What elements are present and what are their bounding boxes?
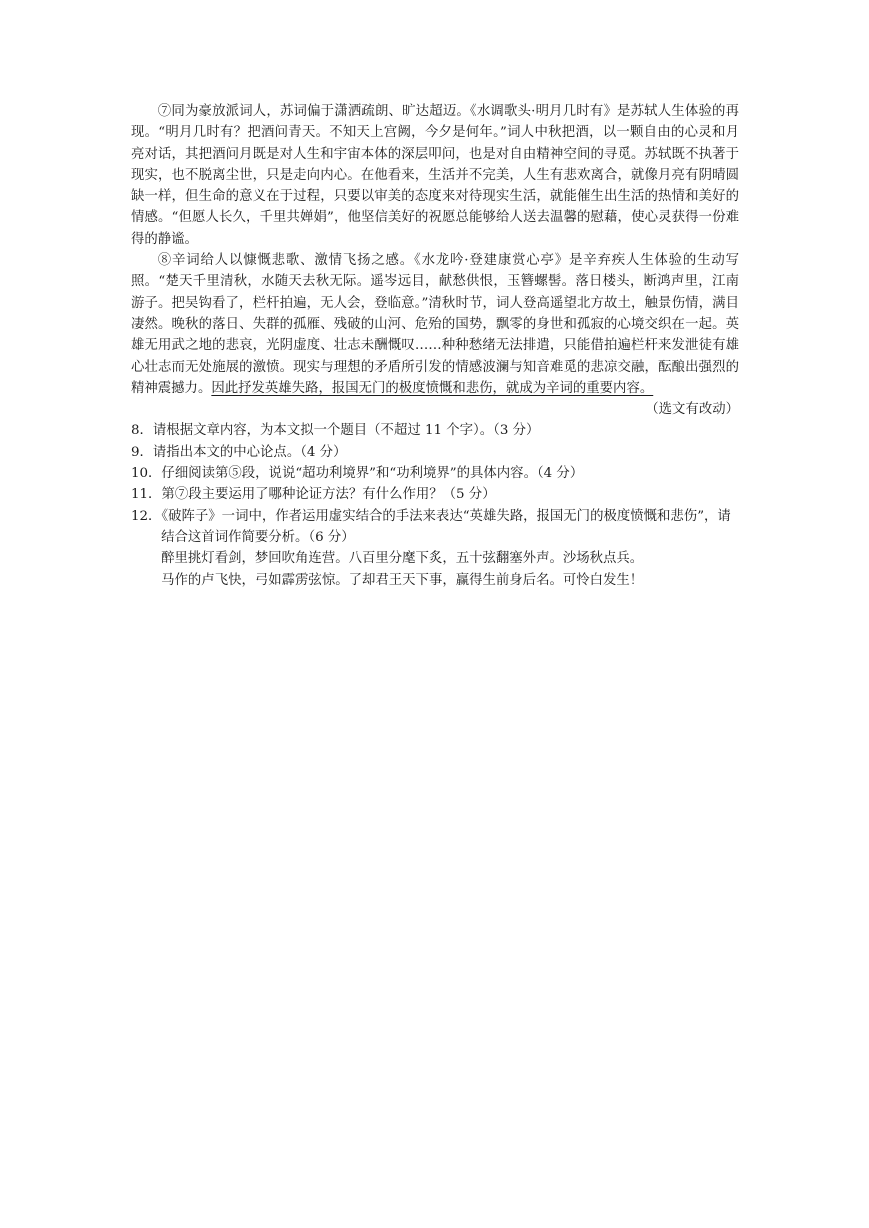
question-11: 11．第⑦段主要运用了哪种论证方法？有什么作用？（5 分） bbox=[131, 487, 496, 503]
poem-line-2: 马作的卢飞快，弓如霹雳弦惊。了却君王天下事，赢得生前身后名。可怜白发生！ bbox=[161, 572, 644, 588]
paragraph-8-underlined-sentence: 因此抒发英雄失路，报国无门的极度愤慨和悲伤，就成为辛词的重要内容。 bbox=[211, 380, 654, 396]
poem-line-1: 醉里挑灯看剑，梦回吹角连营。八百里分麾下炙，五十弦翻塞外声。沙场秋点兵。 bbox=[161, 551, 644, 567]
paragraph-7: ⑦同为豪放派词人，苏词偏于潇洒疏朗、旷达超迈。《水调歌头·明月几时有》是苏轼人生体验的再现。“明月几时有？把酒问青天。不知天上宫阙，今夕是何年。”词人中秋把酒，以一颗自由的心灵和月亮对话，其把酒问月既是对人生和宇宙本体的深层叩问，也是对自由精神空间的寻觅。苏轼既不执著于现实，也不脱离尘世，只是走向内心。在他看来，生活并不完美，人生有悲欢离合，就像月亮有阴晴圆缺一样，但生命的意义在于过程，只要以审美的态度来对待现实生活，就能催生出生活的热情和美好的情感。“但愿人长久，千里共婵娟”，他坚信美好的祝愿总能够给人送去温馨的慰藉，使心灵获得一份难得的静谧。 bbox=[131, 104, 739, 247]
question-8: 8．请根据文章内容，为本文拟一个题目（不超过 11 个字）。（3 分） bbox=[131, 423, 540, 439]
paragraph-8 bbox=[131, 250, 739, 399]
paragraph-8-text: ⑧辛词给人以慷慨悲歌、激情飞扬之感。《水龙吟·登建康赏心亭》是辛弃疾人生体验的生动写照。“楚天千里清秋，水随天去秋无际。遥岑远目，献愁供恨，玉簪螺髻。落日楼头，断鸿声里，江南游子。把吴钩看了，栏杆拍遍，无人会，登临意。”清秋时节，词人登高遥望北方故土，触景伤情，满目凄然。晚秋的落日、失群的孤雁、残破的山河、危殆的国势，飘零的身世和孤寂的心境交织在一起。英雄无用武之地的悲哀，光阴虚度、壮志未酬慨叹……种种愁绪无法排遣，只能借拍遍栏杆来发泄徒有雄心壮志而无处施展的激愤。现实与理想的矛盾所引发的情感波澜与知音难觅的悲凉交融，酝酿出强烈的精神震撼力。 bbox=[131, 253, 739, 396]
question-12: 12．《破阵子》一词中，作者运用虚实结合的手法来表达“英雄失路，报国无门的极度愤慨和悲伤”，请结合这首词作简要分析。（6 分） bbox=[131, 508, 731, 545]
exam-page bbox=[131, 101, 739, 591]
question-10: 10．仔细阅读第⑤段，说说“超功利境界”和“功利境界”的具体内容。（4 分） bbox=[131, 466, 584, 482]
source-note: （选文有改动） bbox=[645, 402, 739, 418]
question-9: 9．请指出本文的中心论点。（4 分） bbox=[131, 444, 347, 460]
